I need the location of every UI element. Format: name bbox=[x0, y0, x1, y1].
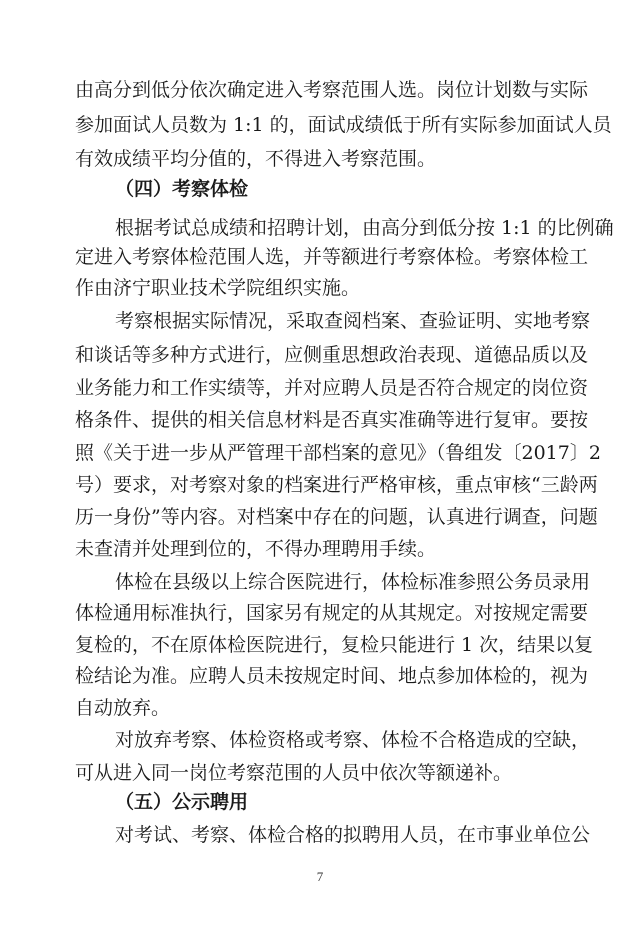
text-line: 复检的，不在原体检医院进行，复检只能进行 1 次，结果以复 bbox=[75, 634, 594, 656]
text-line: 作由济宁职业技术学院组织实施。 bbox=[75, 277, 361, 299]
paragraph-first-line: 根据考试总成绩和招聘计划，由高分到低分按 1:1 的比例确 bbox=[115, 217, 614, 239]
text-line: 业务能力和工作实绩等，并对应聘人员是否符合规定的岗位资 bbox=[75, 377, 589, 399]
text-line: 可从进入同一岗位考察范围的人员中依次等额递补。 bbox=[75, 762, 513, 784]
text-line: 有效成绩平均分值的，不得进入考察范围。 bbox=[75, 148, 437, 170]
paragraph-first-line: 体检在县级以上综合医院进行，体检标准参照公务员录用 bbox=[115, 571, 591, 593]
text-line: 格条件、提供的相关信息材料是否真实准确等进行复审。要按 bbox=[75, 409, 589, 431]
paragraph-first-line: 考察根据实际情况，采取查阅档案、查验证明、实地考察 bbox=[115, 310, 591, 332]
paragraph-first-line: 对放弃考察、体检资格或考察、体检不合格造成的空缺， bbox=[115, 729, 591, 751]
text-line: 检结论为准。应聘人员未按规定时间、地点参加体检的，视为 bbox=[75, 665, 589, 687]
page-number: 7 bbox=[316, 869, 324, 884]
text-line: 体检通用标准执行，国家另有规定的从其规定。对按规定需要 bbox=[75, 602, 589, 624]
text-line: 参加面试人员数为 1:1 的，面试成绩低于所有实际参加面试人员 bbox=[75, 114, 612, 136]
text-line: 定进入考察体检范围人选，并等额进行考察体检。考察体检工 bbox=[75, 246, 589, 268]
text-line: 由高分到低分依次确定进入考察范围人选。岗位计划数与实际 bbox=[75, 79, 589, 101]
section-heading-5: （五）公示聘用 bbox=[115, 791, 249, 813]
section-heading-4: （四）考察体检 bbox=[115, 178, 249, 200]
paragraph-first-line: 对考试、考察、体检合格的拟聘用人员，在市事业单位公 bbox=[115, 824, 591, 846]
text-line: 未查清并处理到位的，不得办理聘用手续。 bbox=[75, 538, 437, 560]
text-line: 自动放弃。 bbox=[75, 697, 171, 719]
text-line: 号）要求，对考察对象的档案进行严格审核，重点审核“三龄两 bbox=[75, 474, 598, 496]
text-line: 历一身份”等内容。对档案中存在的问题，认真进行调查，问题 bbox=[75, 506, 598, 528]
text-line: 照《关于进一步从严管理干部档案的意见》（鲁组发〔2017〕2 bbox=[75, 442, 601, 464]
text-line: 和谈话等多种方式进行，应侧重思想政治表现、道德品质以及 bbox=[75, 344, 589, 366]
